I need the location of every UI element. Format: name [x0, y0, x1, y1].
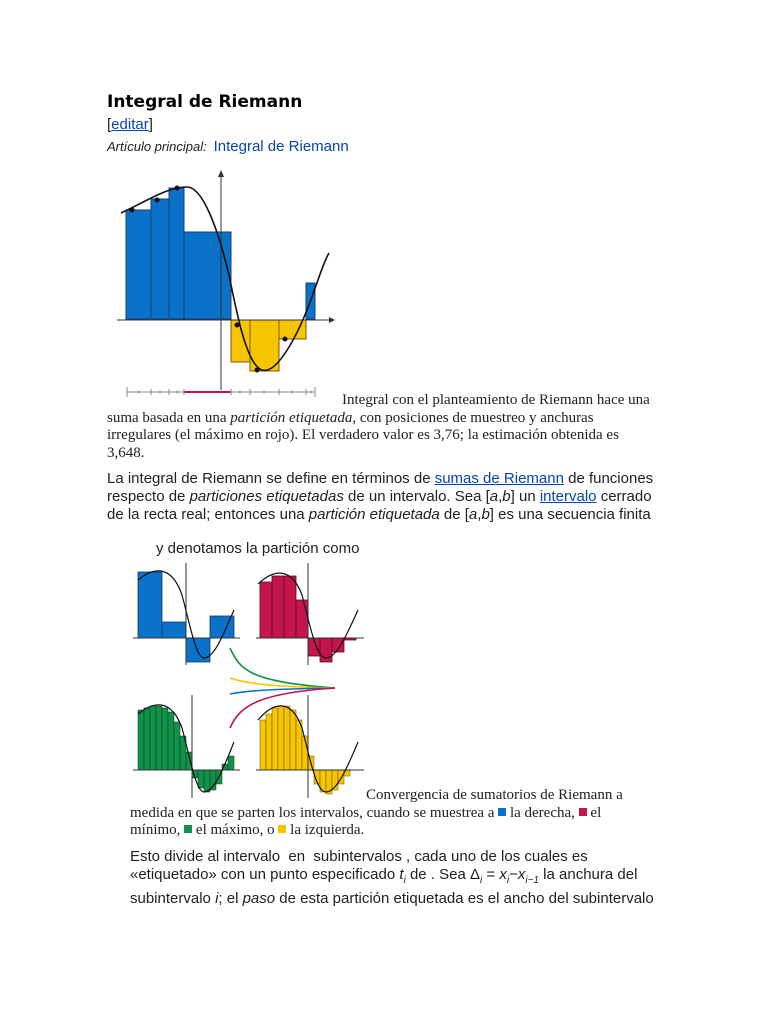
green-square-icon: [184, 825, 192, 833]
blue-bar: [126, 210, 151, 319]
blue-square-icon: [498, 808, 506, 816]
blue-bar: [169, 188, 184, 319]
red-square-icon: [579, 808, 587, 816]
var: t: [399, 866, 404, 883]
figure1-caption-line4: 3,648.: [107, 444, 145, 461]
text: ; el: [218, 890, 243, 907]
yellow-square-icon: [278, 825, 286, 833]
edit-bracket-close: ]: [148, 116, 153, 133]
var: i: [506, 875, 510, 886]
legend-min: el: [590, 804, 602, 821]
text: ] es una secuencia finita: [489, 506, 651, 523]
legend-max: el máximo, o: [195, 822, 275, 839]
edit-bracket-open: [: [107, 116, 112, 133]
sample-point: [175, 186, 180, 191]
var: a: [489, 488, 499, 505]
figure2-caption-line1: Convergencia de sumatorios de Riemann a: [366, 787, 623, 803]
edit-section: [107, 116, 153, 133]
paragraph-riemann-definition: [107, 470, 667, 524]
caption-emphasis: partición etiquetada: [230, 409, 353, 426]
legend-min-cont: mínimo,: [130, 822, 181, 839]
var: x: [517, 866, 526, 883]
text: de . Sea Δ: [405, 866, 481, 883]
var: x: [499, 866, 507, 883]
text: −: [509, 866, 518, 883]
legend-right: la derecha,: [509, 804, 575, 821]
text: de un intervalo. Sea [: [343, 488, 490, 505]
text: de la recta real; entonces una: [107, 506, 309, 523]
emphasis: particiones etiquetadas: [189, 488, 344, 505]
caption-text: , con posiciones de muestreo y anchuras: [352, 409, 594, 426]
text: ,: [477, 506, 482, 523]
caption-text: suma basada en una: [107, 409, 231, 426]
blue-bar: [184, 232, 231, 319]
figure1-caption-line3: irregulares (el máximo en rojo). El verdadero valor es 3,76; la estimación obtenida es: [107, 427, 619, 444]
edit-link[interactable]: editar: [111, 116, 149, 133]
var: i: [215, 890, 219, 907]
emphasis: paso: [242, 890, 276, 907]
text: cerrado: [596, 488, 652, 505]
text: ,: [498, 488, 503, 505]
var: a: [468, 506, 478, 523]
text: de funciones: [563, 470, 654, 487]
figure1-caption-line1: Integral con el planteamiento de Riemann hace una: [342, 392, 650, 408]
var: i: [480, 875, 483, 886]
var: b: [502, 488, 511, 505]
emphasis: partición etiquetada: [308, 506, 440, 523]
text: la anchura del: [539, 866, 638, 883]
main-article-link[interactable]: Integral de Riemann: [213, 138, 349, 155]
text: de esta partición etiquetada es el ancho del subintervalo: [275, 890, 654, 907]
y-axis-arrow: [218, 170, 224, 177]
main-article-note: [107, 138, 349, 155]
sample-point: [130, 208, 135, 213]
sample-point: [283, 337, 288, 342]
denote-text: y denotamos la partición como: [156, 540, 360, 557]
paragraph-partition: [130, 848, 690, 908]
riemann-sums-link[interactable]: sumas de Riemann: [434, 470, 564, 487]
sample-point: [235, 323, 240, 328]
riemann-sum-figure: [107, 165, 342, 405]
legend-left: la izquierda.: [290, 822, 365, 839]
panel-min-sum: [256, 563, 364, 665]
var: b: [481, 506, 490, 523]
section-title: Integral de Riemann: [107, 92, 303, 112]
sample-point: [155, 198, 160, 203]
figure1-caption-line2: [107, 410, 667, 428]
text: La integral de Riemann se define en términos de: [107, 470, 435, 487]
figure1-caption: [107, 410, 667, 463]
text: Esto divide al intervalo en subintervalos , cada uno de los cuales es: [130, 848, 588, 865]
panel-right-sum: [133, 563, 240, 665]
var: i: [403, 875, 406, 886]
figure2-caption: [130, 805, 670, 840]
var: i−1: [525, 875, 539, 886]
text: ] un: [510, 488, 540, 505]
x-axis-arrow: [329, 317, 335, 323]
text: «etiquetado» con un punto especificado: [130, 866, 400, 883]
caption-text: medida en que se parten los intervalos, cuando se muestrea a: [130, 804, 499, 821]
text: =: [482, 866, 500, 883]
riemann-convergence-figure: [130, 560, 370, 800]
panel-max-sum: [133, 695, 240, 798]
text: subintervalo: [130, 890, 216, 907]
blue-bar: [151, 199, 169, 319]
text: respecto de: [107, 488, 190, 505]
text: de [: [439, 506, 469, 523]
interval-link[interactable]: intervalo: [539, 488, 597, 505]
sample-point: [255, 368, 260, 373]
main-article-label: Artículo principal:: [107, 139, 207, 154]
panel-left-sum: [256, 695, 364, 798]
